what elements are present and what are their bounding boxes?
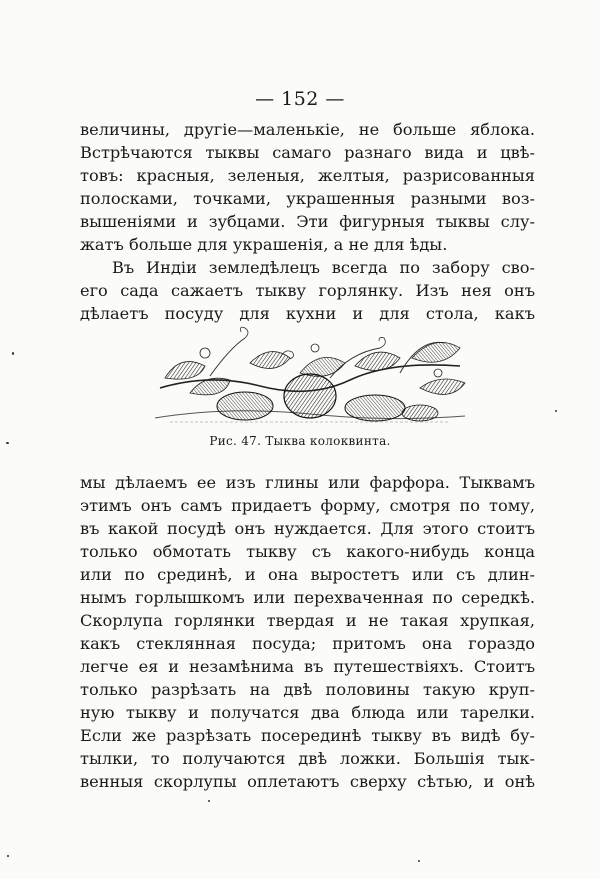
text-line: Встрѣчаются тыквы самаго разнаго вида и цвѣ- bbox=[80, 143, 535, 162]
text-line: мы дѣлаемъ ее изъ глины или фарфора. Тыквамъ bbox=[80, 473, 535, 492]
paragraph-block-top bbox=[80, 118, 535, 325]
figure-caption: Рис. 47. Тыква колоквинта. bbox=[209, 434, 391, 448]
text-line: его сада сажаетъ тыкву горлянку. Изъ нея онъ bbox=[80, 281, 535, 300]
text-line: Если же разрѣзать посерединѣ тыкву въ видѣ бу- bbox=[80, 726, 535, 745]
gourd-illustration bbox=[150, 318, 470, 430]
text-line: только обмотать тыкву съ какого-нибудь конца bbox=[80, 542, 535, 561]
text-line: жатъ больше для украшенія, а не для ѣды. bbox=[80, 235, 448, 254]
text-line: товъ: красныя, зеленыя, желтыя, разрисованныя bbox=[80, 166, 535, 185]
scan-speck bbox=[12, 352, 14, 355]
text-line: Въ Индіи земледѣлецъ всегда по забору сво- bbox=[112, 258, 535, 277]
text-line: ную тыкву и получатся два блюда или тарелки. bbox=[80, 703, 535, 722]
page-number: — 152 — bbox=[255, 88, 345, 110]
scan-speck bbox=[7, 855, 9, 857]
paragraph-block-bottom bbox=[80, 471, 535, 793]
scan-speck bbox=[208, 800, 210, 802]
scan-speck bbox=[6, 442, 9, 444]
text-line: Скорлупа горлянки твердая и не такая хрупкая, bbox=[80, 611, 535, 630]
text-line: въ какой посудѣ онъ нуждается. Для этого стоитъ bbox=[80, 519, 535, 538]
scan-speck bbox=[555, 410, 557, 412]
text-line: этимъ онъ самъ придаетъ форму, смотря по тому, bbox=[80, 496, 535, 515]
text-line: какъ стеклянная посуда; притомъ она гораздо bbox=[80, 634, 535, 653]
text-line: легче ея и незамѣнима въ путешествіяхъ. Стоитъ bbox=[80, 657, 535, 676]
text-line: венныя скорлупы оплетаютъ сверху сѣтью, и онѣ bbox=[80, 772, 535, 791]
text-line: величины, другіе—маленькіе, не больше яблока. bbox=[80, 120, 535, 139]
text-line: дѣлаетъ посуду для кухни и для стола, какъ bbox=[80, 304, 535, 323]
text-line: тылки, то получаются двѣ ложки. Большія тык- bbox=[80, 749, 535, 768]
text-line: вышеніями и зубцами. Эти фигурныя тыквы слу- bbox=[80, 212, 535, 231]
text-line: только разрѣзать на двѣ половины такую круп- bbox=[80, 680, 535, 699]
text-line: полосками, точками, украшенныя разными воз- bbox=[80, 189, 535, 208]
text-line: нымъ горлышкомъ или перехваченная по середкѣ. bbox=[80, 588, 535, 607]
scan-speck bbox=[418, 860, 420, 862]
text-line: или по срединѣ, и она выростетъ или съ длин- bbox=[80, 565, 535, 584]
